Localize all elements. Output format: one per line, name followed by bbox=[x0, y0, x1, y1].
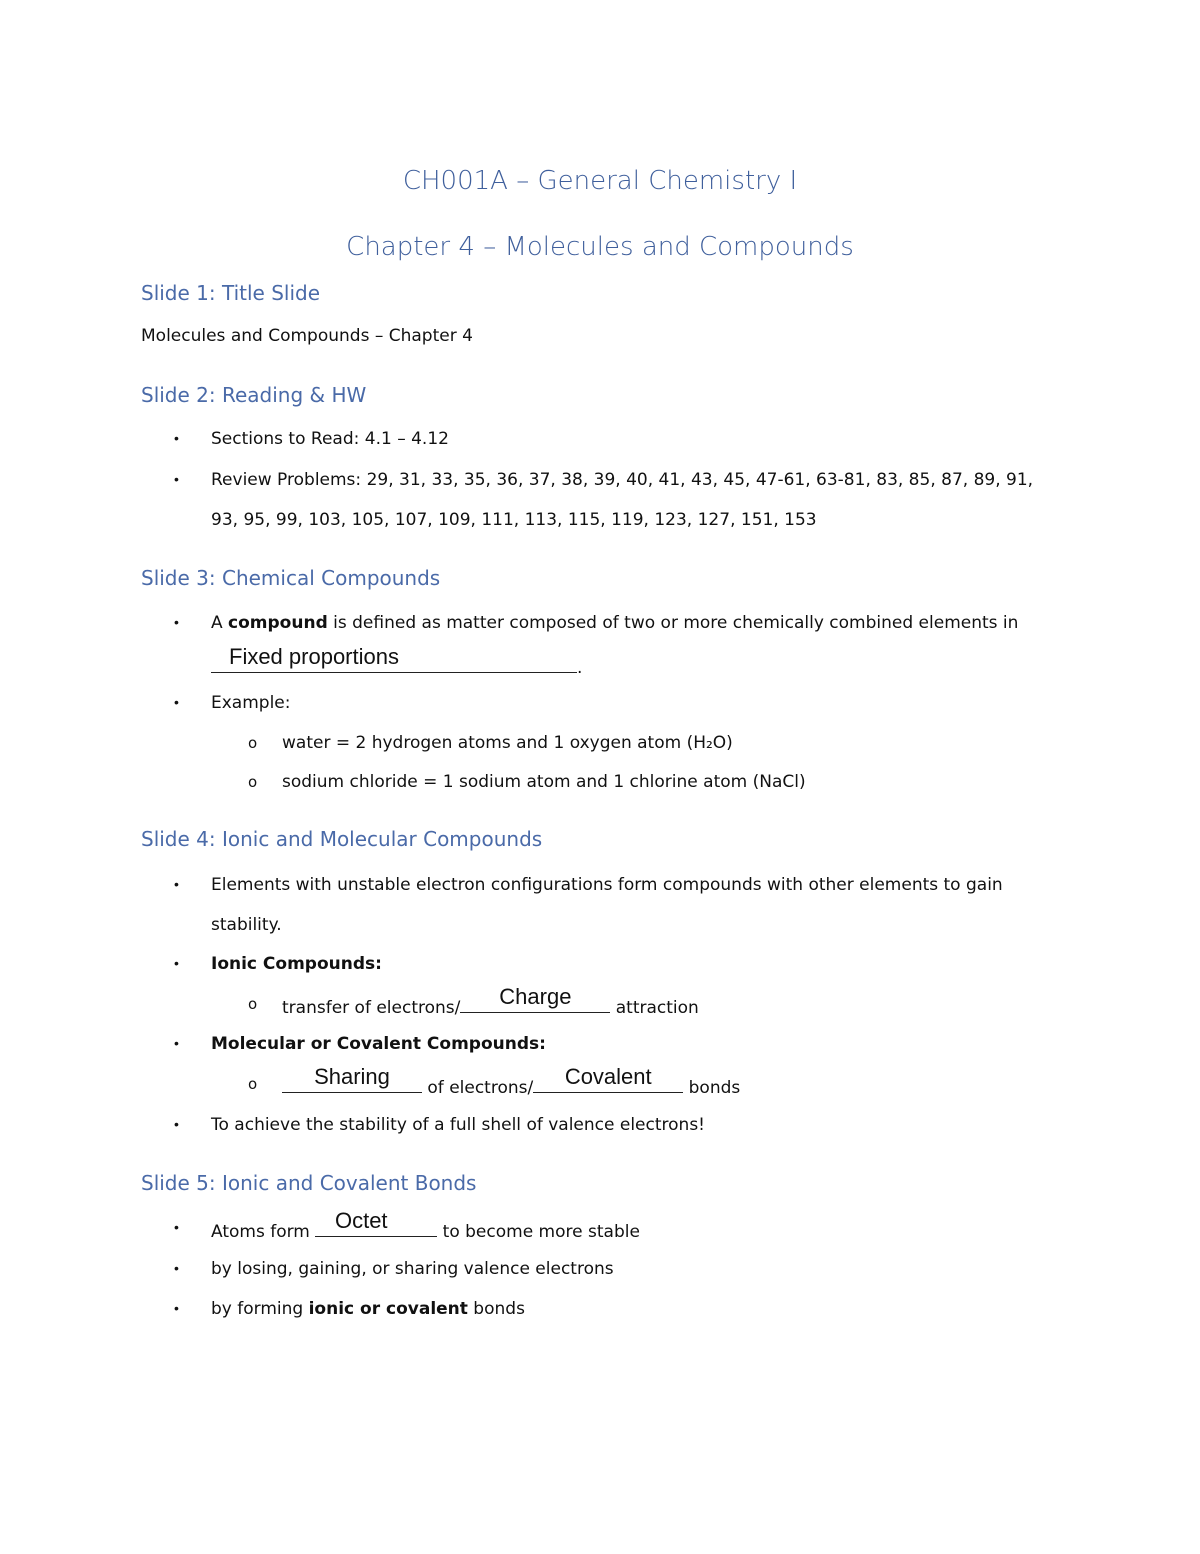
unstable-electrons-line1: Elements with unstable electron configurations form compounds with other elements to gain bbox=[211, 875, 1003, 895]
ionic-suffix: attraction bbox=[610, 998, 699, 1018]
slide1-heading: Slide 1: Title Slide bbox=[141, 281, 321, 305]
slide1-text: Molecules and Compounds – Chapter 4 bbox=[141, 326, 473, 346]
course-title: CH001A – General Chemistry I bbox=[402, 166, 798, 196]
bullet-icon: • bbox=[174, 471, 179, 487]
bullet-icon: • bbox=[174, 955, 179, 971]
sections-to-read bbox=[211, 429, 449, 449]
bullet-icon: • bbox=[174, 1219, 179, 1235]
slide3-heading: Slide 3: Chemical Compounds bbox=[141, 566, 441, 590]
example-label: Example: bbox=[211, 693, 291, 713]
review-label: Review Problems: bbox=[211, 470, 367, 490]
sub-bullet-icon: o bbox=[248, 1075, 258, 1093]
bullet-icon: • bbox=[174, 876, 179, 892]
sub-bullet-icon: o bbox=[248, 734, 258, 752]
fill-in-blank[interactable] bbox=[533, 1064, 683, 1093]
slide2-heading: Slide 2: Reading & HW bbox=[141, 383, 367, 407]
blank-answer: Fixed proportions bbox=[229, 644, 399, 669]
bullet-icon: • bbox=[174, 1116, 179, 1132]
molecular-mid: of electrons/ bbox=[422, 1078, 534, 1098]
molecular-suffix: bonds bbox=[683, 1078, 741, 1098]
blank-answer: Sharing bbox=[314, 1064, 390, 1089]
sections-value: 4.1 – 4.12 bbox=[364, 429, 449, 449]
unstable-electrons-line2: stability. bbox=[211, 915, 282, 935]
blank-answer: Octet bbox=[334, 1208, 388, 1233]
stability-line: To achieve the stability of a full shell of valence electrons! bbox=[211, 1115, 705, 1135]
compound-definition bbox=[211, 613, 1018, 633]
compound-rest: is defined as matter composed of two or more chemically combined elements in bbox=[327, 613, 1019, 633]
forming-prefix: by forming bbox=[211, 1299, 309, 1319]
forming-bonds-line bbox=[211, 1299, 525, 1319]
sections-label: Sections to Read: bbox=[211, 429, 365, 449]
slide4-heading: Slide 4: Ionic and Molecular Compounds bbox=[141, 827, 543, 851]
ionic-prefix: transfer of electrons/ bbox=[282, 998, 461, 1018]
bond-types: ionic or covalent bbox=[308, 1299, 468, 1319]
review-problems-line1 bbox=[211, 470, 1033, 490]
bullet-icon: • bbox=[174, 614, 179, 630]
fill-in-blank[interactable] bbox=[460, 984, 610, 1013]
blank-answer: Covalent bbox=[564, 1064, 652, 1089]
compound-blank-line bbox=[211, 644, 583, 678]
example-nacl: sodium chloride = 1 sodium atom and 1 chlorine atom (NaCl) bbox=[282, 772, 806, 792]
bullet-icon: • bbox=[174, 430, 179, 446]
ionic-transfer-line bbox=[282, 984, 699, 1018]
blank-answer: Charge bbox=[499, 984, 572, 1009]
review-values-1: 29, 31, 33, 35, 36, 37, 38, 39, 40, 41, 43, 45, 47-61, 63-81, 83, 85, 87, 89, 91, bbox=[366, 470, 1034, 490]
atoms-form-suffix: to become more stable bbox=[437, 1222, 640, 1242]
bullet-icon: • bbox=[174, 1035, 179, 1051]
chapter-title: Chapter 4 – Molecules and Compounds bbox=[346, 232, 854, 262]
bullet-icon: • bbox=[174, 694, 179, 710]
bullet-icon: • bbox=[174, 1300, 179, 1316]
molecular-sharing-line bbox=[282, 1064, 741, 1098]
losing-gaining-line: by losing, gaining, or sharing valence electrons bbox=[211, 1259, 614, 1279]
atoms-form-line bbox=[211, 1208, 640, 1242]
ionic-label: Ionic Compounds: bbox=[211, 954, 382, 974]
fill-in-blank[interactable] bbox=[211, 644, 577, 673]
fill-in-blank[interactable] bbox=[315, 1208, 437, 1237]
compound-term: compound bbox=[228, 613, 328, 633]
sub-bullet-icon: o bbox=[248, 995, 258, 1013]
atoms-form-prefix: Atoms form bbox=[211, 1222, 316, 1242]
blank-suffix: . bbox=[577, 658, 583, 678]
sub-bullet-icon: o bbox=[248, 773, 258, 791]
forming-suffix: bonds bbox=[467, 1299, 525, 1319]
review-problems-line2: 93, 95, 99, 103, 105, 107, 109, 111, 113, 115, 119, 123, 127, 151, 153 bbox=[211, 510, 817, 530]
compound-prefix: A bbox=[211, 613, 229, 633]
example-water: water = 2 hydrogen atoms and 1 oxygen atom (H₂O) bbox=[282, 733, 733, 753]
bullet-icon: • bbox=[174, 1260, 179, 1276]
fill-in-blank[interactable] bbox=[282, 1064, 422, 1093]
slide5-heading: Slide 5: Ionic and Covalent Bonds bbox=[141, 1171, 477, 1195]
molecular-label: Molecular or Covalent Compounds: bbox=[211, 1034, 546, 1054]
